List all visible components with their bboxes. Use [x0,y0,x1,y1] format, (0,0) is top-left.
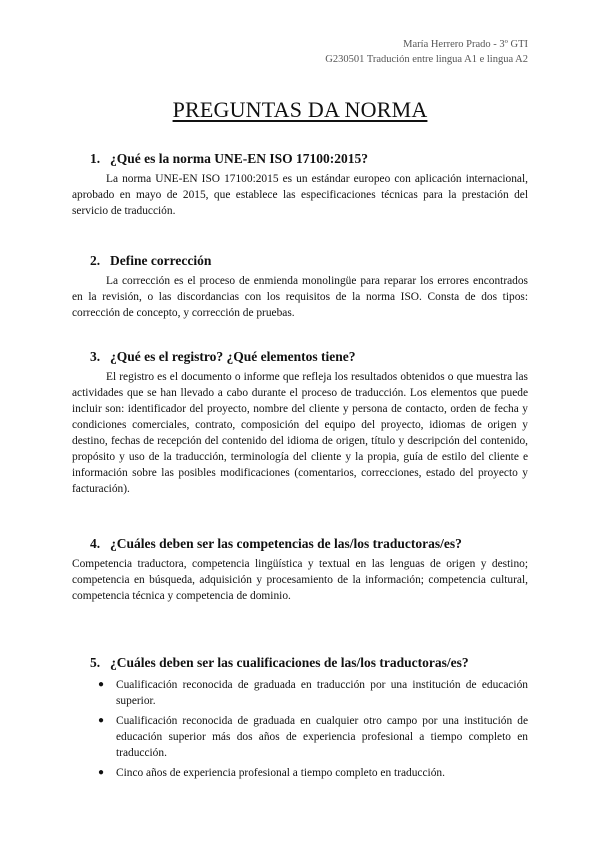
question-heading [72,252,528,269]
question-heading [72,150,528,167]
answer-paragraph: Competencia traductora, competencia lingüística y textual en las lenguas de origen y destino; competencia en búsqueda, adquisición y procesamiento de la información; competencia cultural, competencia técnica y competencia de dominio. [72,558,528,602]
bullet-icon: ● [98,679,105,690]
question-number: 5. [90,655,101,670]
section-3 [72,348,528,497]
question-number: 1. [90,151,101,166]
question-heading [72,348,528,365]
author-line: María Herrero Prado - 3º GTI [403,39,528,50]
bullet-icon: ● [98,715,105,726]
course-line: G230501 Tradución entre lingua A1 e lingua A2 [325,54,528,65]
list-item-text: Cualificación reconocida de graduada en cualquier otro campo por una institución de educación superior más dos años de experiencia profesional a tiempo completo en traducción. [116,715,528,759]
question-text: ¿Cuáles deben ser las competencias de las/los traductoras/es? [110,536,462,551]
document-header [325,37,528,67]
list-item [72,765,528,781]
answer-paragraph: El registro es el documento o informe que refleja los resultados obtenidos o que muestra las actividades que se han llevado a cabo durante el proceso de traducción. Los elementos que puede incluir son: identificador del proyecto, nombre del cliente y persona de contacto, orden de fecha y condiciones comerciales, contrato, composición del equipo del proyecto, idiomas de origen y destino, fechas de recepción del contenido del idioma de origen, título y descripción del contenido, propósito y uso de la traducción, terminología del cliente y la propia, guía de estilo del cliente e información sobre las posibles modificaciones (comentarios, correcciones, estado del proyecto y facturación). [72,371,528,495]
list-item-text: Cualificación reconocida de graduada en traducción por una institución de educación superior. [116,679,528,707]
question-text: ¿Qué es el registro? ¿Qué elementos tiene? [110,349,356,364]
question-heading [72,535,528,552]
question-number: 3. [90,349,101,364]
list-item-text: Cinco años de experiencia profesional a tiempo completo en traducción. [116,767,445,779]
page-title: PREGUNTAS DA NORMA [172,97,428,122]
section-4 [72,535,528,604]
bullet-icon: ● [98,767,105,778]
section-1 [72,150,528,219]
question-heading [72,654,528,671]
question-text: Define corrección [110,253,212,268]
section-2 [72,252,528,321]
list-item [72,677,528,709]
answer-paragraph: La norma UNE-EN ISO 17100:2015 es un estándar europeo con aplicación internacional, aprobado en mayo de 2015, que establece las especificaciones técnicas para la prestación del servicio de traducción. [72,173,528,217]
question-text: ¿Qué es la norma UNE-EN ISO 17100:2015? [110,151,369,166]
question-number: 2. [90,253,101,268]
list-item [72,713,528,761]
section-5 [72,654,528,785]
question-number: 4. [90,536,101,551]
qualifications-list [72,677,528,781]
question-text: ¿Cuáles deben ser las cualificaciones de las/los traductoras/es? [110,655,469,670]
answer-paragraph: La corrección es el proceso de enmienda monolingüe para reparar los errores encontrados en la revisión, o las discordancias con los requisitos de la norma ISO. Consta de dos tipos: corrección de concepto, y corrección de pruebas. [72,275,528,319]
